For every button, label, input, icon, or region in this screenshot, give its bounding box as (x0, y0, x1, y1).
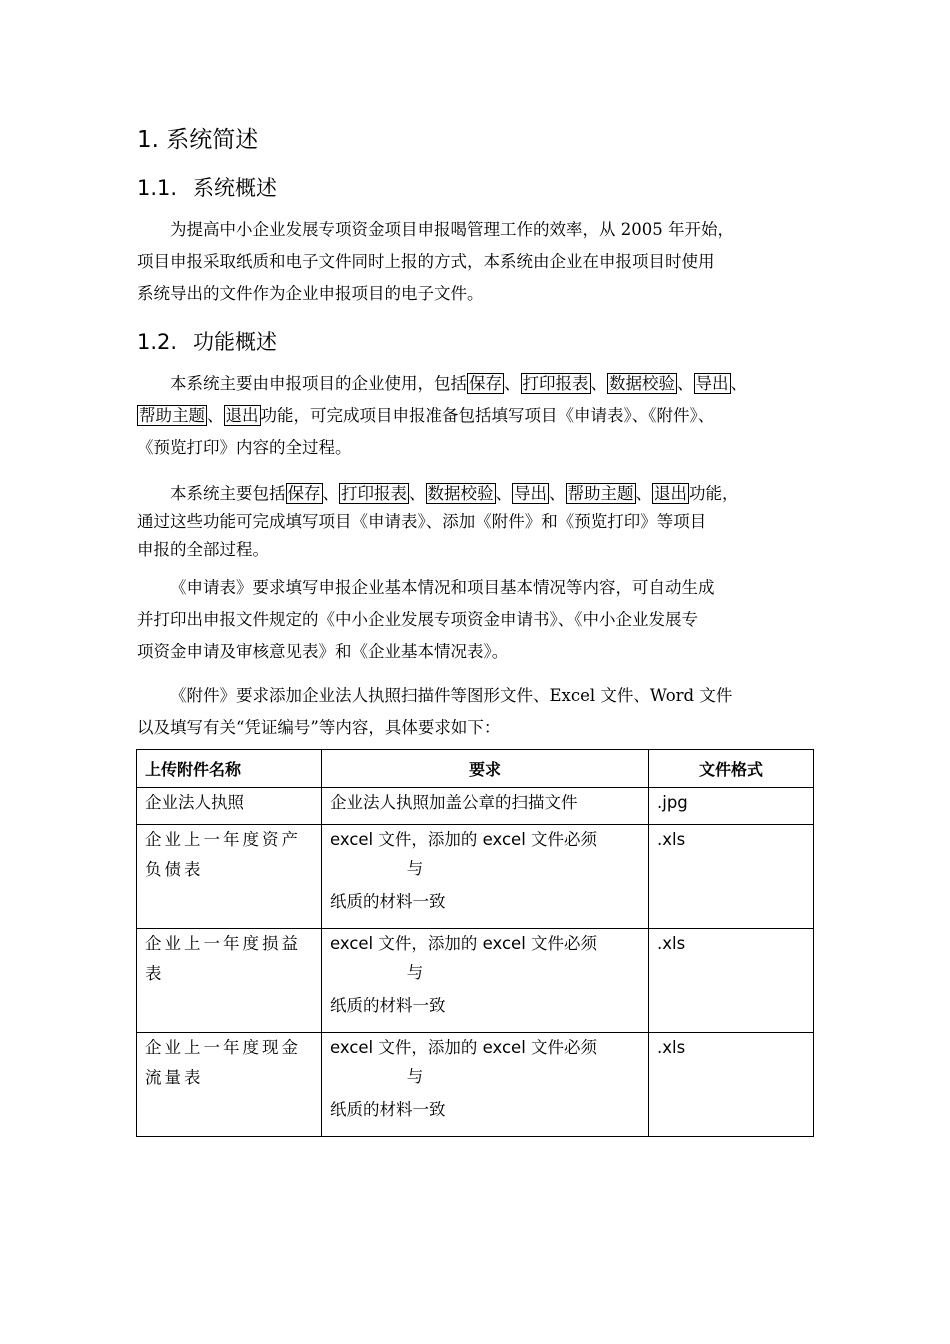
text-line: 《附件》要求添加企业法人执照扫描件等图形文件、Excel 文件、Word 文件 (170, 686, 733, 705)
requirement-line: 纸质的材料一致 (330, 996, 446, 1015)
section-heading-1: 1. 系统简述 (137, 127, 259, 153)
format-cell: .xls (649, 929, 814, 1033)
requirement-line: excel 文件，添加的 excel 文件必须 (330, 934, 598, 953)
help-topic-keyword-box: 帮助主题 (139, 406, 205, 425)
requirement-line: excel 文件，添加的 excel 文件必须 (330, 830, 598, 849)
print-report-keyword-box: 打印报表 (522, 374, 589, 393)
attachment-name-cell: 企业上一年度现金流量表 (137, 1033, 322, 1137)
text-line: 项资金申请及审核意见表》和《企业基本情况表》。 (137, 642, 509, 661)
heading-title: 功能概述 (193, 330, 277, 354)
function-paragraph-1 (137, 368, 815, 464)
text-line: 以及填写有关“凭证编号”等内容，具体要求如下： (137, 718, 501, 737)
requirement-line: 纸质的材料一致 (330, 1100, 446, 1119)
separator: 、 (590, 374, 607, 393)
overview-paragraph (137, 214, 815, 310)
attachment-paragraph (137, 680, 815, 744)
column-header-format: 文件格式 (649, 750, 814, 788)
text-run: 功能，可完成项目申报准备包括填写项目《申请表》、《附件》、 (260, 406, 715, 425)
requirement-line: 与 (406, 963, 424, 982)
separator: 、 (495, 484, 512, 503)
attachment-requirements-table (136, 749, 814, 1137)
separator: 、 (677, 374, 694, 393)
function-paragraph-2 (137, 480, 815, 564)
separator: 、 (504, 374, 521, 393)
requirement-cell (322, 1033, 649, 1137)
section-heading-1-2 (137, 327, 277, 357)
print-report-keyword-box: 打印报表 (341, 484, 407, 503)
requirement-cell: 企业法人执照加盖公章的扫描文件 (322, 788, 649, 825)
text-line: 项目申报采取纸质和电子文件同时上报的方式，本系统由企业在申报项目时使用 (137, 252, 715, 271)
data-validate-keyword-box: 数据校验 (427, 484, 494, 503)
requirement-line: 与 (406, 1067, 424, 1086)
separator: 、 (635, 484, 652, 503)
exit-keyword-box: 退出 (654, 484, 687, 503)
attachment-name-cell: 企业上一年度资产负债表 (137, 825, 322, 929)
text-line: 系统导出的文件作为企业申报项目的电子文件。 (137, 284, 484, 303)
text-run: 本系统主要包括 (170, 484, 286, 503)
data-validate-keyword-box: 数据校验 (609, 374, 675, 393)
requirement-cell (322, 929, 649, 1033)
heading-number: 1.1. (137, 176, 178, 200)
text-line: 《预览打印》内容的全过程。 (137, 438, 352, 457)
text-line: 为提高中小企业发展专项资金项目申报喝管理工作的效率，从 2005 年开始， (170, 220, 734, 239)
text-line: 通过这些功能可完成填写项目《申请表》、添加《附件》和《预览打印》等项目 (137, 512, 707, 531)
format-cell: .jpg (649, 788, 814, 825)
heading-title: 系统概述 (193, 176, 277, 200)
section-heading-1-1 (137, 173, 277, 203)
text-line: 申报的全部过程。 (137, 540, 269, 559)
column-header-requirement: 要求 (322, 750, 649, 788)
text-line: 《申请表》要求填写申报企业基本情况和项目基本情况等内容，可自动生成 (170, 578, 715, 597)
format-cell: .xls (649, 1033, 814, 1137)
separator: 、 (549, 484, 566, 503)
text-run: 本系统主要由申报项目的企业使用，包括 (170, 374, 467, 393)
requirement-line: excel 文件，添加的 excel 文件必须 (330, 1038, 598, 1057)
save-keyword-box: 保存 (469, 374, 502, 393)
text-line: 并打印出申报文件规定的《中小企业发展专项资金申请书》、《中小企业发展专 (137, 610, 698, 629)
table-row (137, 1033, 814, 1137)
text-line (137, 400, 815, 432)
table-row (137, 929, 814, 1033)
text-run: 功能， (689, 484, 739, 503)
table-row (137, 788, 814, 825)
format-cell: .xls (649, 825, 814, 929)
requirement-line: 纸质的材料一致 (330, 892, 446, 911)
separator: 、 (409, 484, 426, 503)
exit-keyword-box: 退出 (225, 406, 259, 425)
separator: 、 (207, 406, 224, 425)
save-keyword-box: 保存 (287, 484, 321, 503)
requirement-line: 与 (406, 859, 424, 878)
application-form-paragraph (137, 572, 815, 668)
separator: 、 (730, 374, 747, 393)
table-header-row (137, 750, 814, 788)
export-keyword-box: 导出 (514, 484, 547, 503)
attachment-name-cell: 企业法人执照 (137, 788, 322, 825)
separator: 、 (322, 484, 339, 503)
requirement-cell (322, 825, 649, 929)
export-keyword-box: 导出 (695, 374, 729, 393)
text-line (137, 480, 815, 508)
attachment-name-cell: 企业上一年度损益表 (137, 929, 322, 1033)
column-header-name: 上传附件名称 (137, 750, 322, 788)
heading-number: 1.2. (137, 330, 178, 354)
help-topic-keyword-box: 帮助主题 (567, 484, 634, 503)
text-line (137, 368, 815, 400)
table-row (137, 825, 814, 929)
